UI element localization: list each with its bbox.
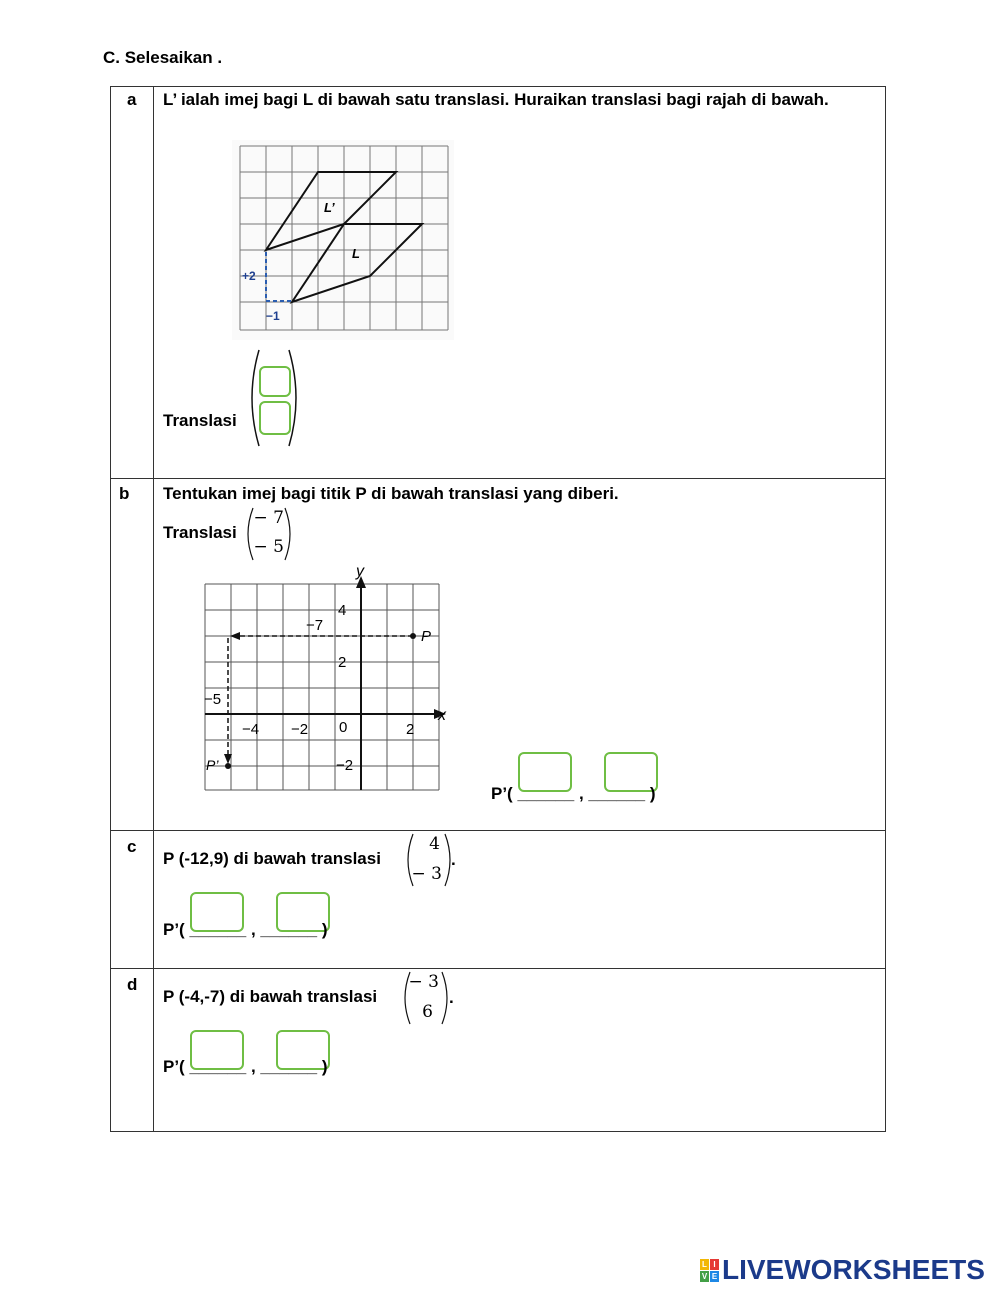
row-a-label: a (127, 90, 137, 109)
row-a-answer-top[interactable] (259, 366, 291, 397)
row-d-vector-top: − 3 (408, 972, 439, 992)
point-p (410, 633, 416, 639)
x-tick-2: 2 (406, 721, 415, 738)
section-heading: C. Selesaikan . (103, 48, 223, 67)
row-d-period: . (449, 988, 454, 1007)
object-label: L (352, 246, 360, 261)
row-c-question: P (-12,9) di bawah translasi (163, 849, 381, 868)
row-c-answer-line: P’( ______ , ______ ) (163, 920, 328, 939)
row-a-answer-bottom[interactable] (259, 401, 291, 435)
x-tick-0: 0 (339, 719, 348, 736)
row-c-period: . (451, 850, 456, 869)
row-d-question: P (-4,-7) di bawah translasi (163, 987, 378, 1006)
y-tick-4: 4 (338, 602, 347, 619)
row-c-label: c (127, 837, 137, 856)
vertical-shift-label: +2 (242, 269, 256, 283)
shift-x-label: −7 (306, 617, 324, 634)
shift-y-label: −5 (204, 691, 222, 708)
p-prime-label: P’ (206, 757, 219, 773)
y-tick-2: 2 (338, 654, 347, 671)
row-c-vector-top: 4 (429, 834, 440, 854)
x-tick-minus2: −2 (291, 721, 309, 738)
row-b-question: Tentukan imej bagi titik P di bawah translasi yang diberi. (163, 484, 619, 503)
image-label: L’ (324, 200, 335, 215)
x-tick-minus4: −4 (242, 721, 260, 738)
coordinate-graph (200, 560, 460, 796)
row-b-answer-line: P’( ______ , ______ ) (491, 784, 656, 803)
row-b-vector-bottom: − 5 (253, 537, 284, 557)
horizontal-shift-label: −1 (266, 309, 280, 323)
row-a-question: L’ ialah imej bagi L di bawah satu translasi. Huraikan translasi bagi rajah di bawah. (163, 90, 829, 109)
y-axis-label: y (356, 563, 364, 580)
row-a-translasi-label: Translasi (163, 411, 237, 430)
translation-grid-figure (232, 140, 454, 340)
brand-wordmark: LIVEWORKSHEETS (722, 1254, 985, 1285)
p-label: P (421, 628, 432, 645)
x-axis-label: x (438, 707, 446, 724)
row-c-vector-bottom: − 3 (411, 864, 442, 884)
point-p-prime (225, 763, 231, 769)
y-tick-minus2: −2 (336, 757, 354, 774)
row-b-vector-top: − 7 (253, 508, 284, 528)
row-b-translasi-label: Translasi (163, 523, 237, 542)
row-d-label: d (127, 975, 138, 994)
row-b-label: b (119, 484, 130, 503)
liveworksheets-logo-icon: L I V E (701, 1260, 718, 1281)
row-d-vector-bottom: 6 (422, 1002, 433, 1022)
row-d-answer-line: P’( ______ , ______ ) (163, 1057, 328, 1076)
